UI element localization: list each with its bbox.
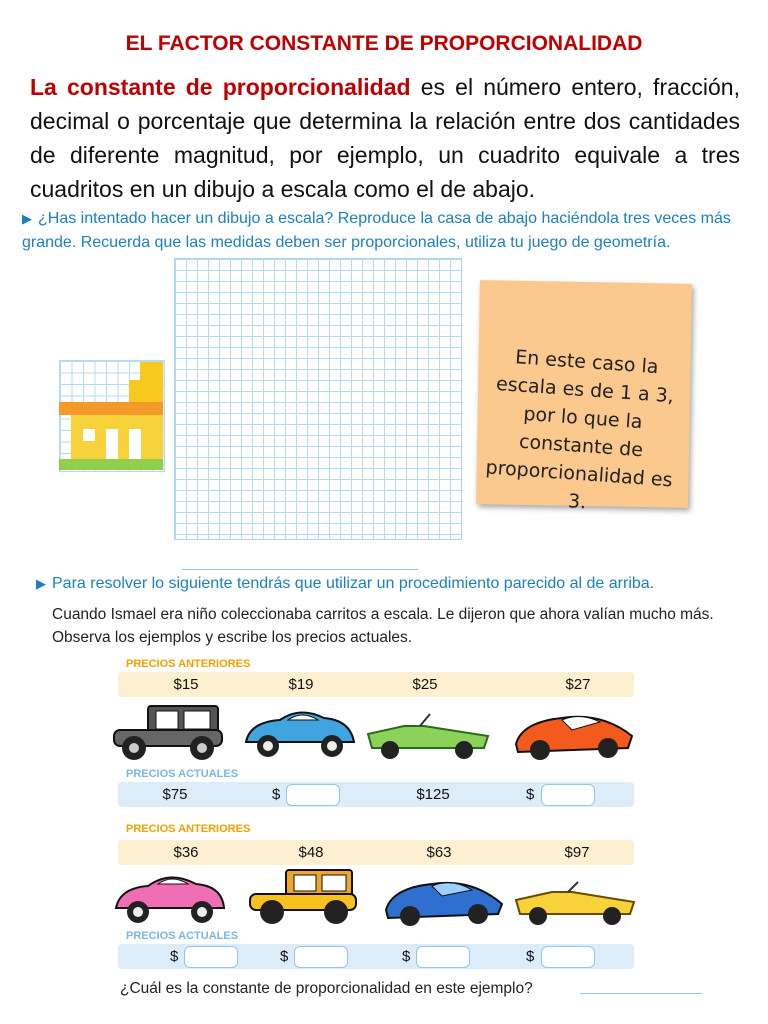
- house-door: [106, 429, 118, 459]
- answer-input[interactable]: [294, 946, 348, 968]
- price-after-dollar: $: [280, 948, 289, 965]
- price-before: $27: [565, 676, 591, 693]
- price-before: $36: [173, 844, 199, 861]
- answer-input[interactable]: [541, 946, 595, 968]
- house-door-2: [129, 429, 141, 459]
- price-after-dollar: $: [526, 948, 535, 965]
- triangle-right-icon: ▶: [22, 211, 32, 226]
- triangle-right-icon: ▶: [36, 576, 46, 591]
- toy-car-icon: [512, 708, 636, 764]
- problem-text: Cuando Ismael era niño coleccionaba carritos a escala. Le dijeron que ahora valían mucho más. Observa los ejemplos y escribe los precios actuales.: [52, 606, 714, 646]
- price-before: $15: [173, 676, 199, 693]
- divider-line: [182, 569, 418, 570]
- toy-car-icon: [108, 700, 228, 766]
- instruction-2-text: Para resolver lo siguiente tendrás que utilizar un procedimiento parecido al de arriba.: [52, 575, 655, 592]
- toy-car-icon: [244, 866, 362, 930]
- drawing-grid[interactable]: [174, 258, 462, 540]
- sticky-note-text: En este caso la escala es de 1 a 3, por lo que la constante de proporcionalidad es 3.: [484, 346, 675, 514]
- instruction-2: [36, 572, 756, 596]
- toy-car-icon: [512, 880, 638, 930]
- instruction-1-text: ¿Has intentado hacer un dibujo a escala? Reproduce la casa de abajo haciéndola tres veces más grande. Recuerda que las medidas deben ser proporcionales, utiliza tu juego de geometría.: [22, 210, 731, 251]
- toy-car-icon: [382, 874, 506, 930]
- intro-paragraph: [30, 70, 740, 206]
- label-prices-before-1: PRECIOS ANTERIORES: [126, 658, 251, 670]
- house-roof: [59, 402, 163, 415]
- house-tower: [140, 362, 163, 402]
- answer-line[interactable]: [580, 993, 702, 994]
- toy-car-icon: [110, 868, 230, 930]
- label-prices-after-1: PRECIOS ACTUALES: [126, 768, 239, 780]
- price-before: $25: [412, 676, 438, 693]
- price-after-dollar: $: [526, 786, 535, 803]
- answer-input[interactable]: [184, 946, 238, 968]
- price-before: $48: [298, 844, 324, 861]
- instruction-1: [22, 207, 752, 255]
- intro-highlight: La constante de proporcionalidad: [30, 74, 411, 100]
- label-prices-before-2: PRECIOS ANTERIORES: [126, 823, 251, 835]
- house-drawing: [59, 360, 163, 470]
- house-grass: [59, 459, 163, 470]
- price-after-dollar: $: [170, 948, 179, 965]
- toy-car-icon: [364, 712, 492, 764]
- answer-input[interactable]: [541, 784, 595, 806]
- price-after-dollar: $: [402, 948, 411, 965]
- price-before: $63: [426, 844, 452, 861]
- price-after: $75: [162, 786, 188, 803]
- house-tower-step: [129, 380, 141, 402]
- price-after: $125: [416, 786, 450, 803]
- label-prices-after-2: PRECIOS ACTUALES: [126, 930, 239, 942]
- page-title: EL FACTOR CONSTANTE DE PROPORCIONALIDAD: [125, 32, 643, 55]
- final-question: ¿Cuál es la constante de proporcionalidad en este ejemplo?: [120, 980, 533, 997]
- toy-car-icon: [240, 702, 358, 764]
- price-after-dollar: $: [272, 786, 281, 803]
- price-before: $19: [288, 676, 314, 693]
- house-window: [83, 429, 95, 441]
- intro-rest: es el número entero, fracción, decimal o porcentaje que determina la relación entre dos cantidades de diferente magnitud, por ejemplo, un cuadrito equivale a tres cuadritos en un dibujo a escala como el de abajo.: [30, 74, 740, 202]
- price-before: $97: [564, 844, 590, 861]
- answer-input[interactable]: [416, 946, 470, 968]
- answer-input[interactable]: [286, 784, 340, 806]
